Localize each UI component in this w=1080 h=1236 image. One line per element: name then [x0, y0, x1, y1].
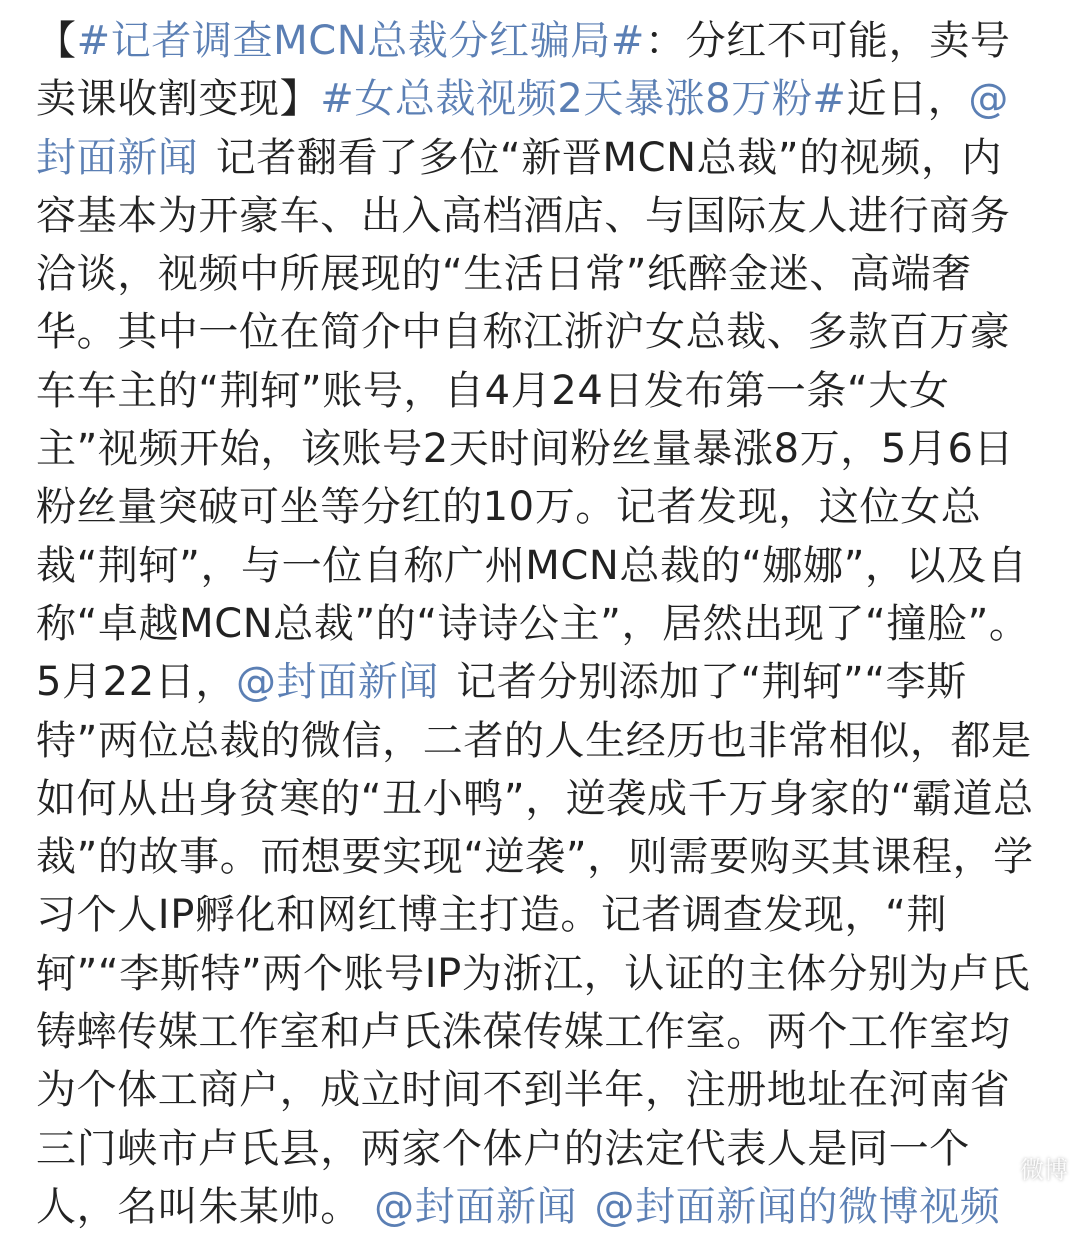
- mention-link[interactable]: @封面新闻: [235, 659, 439, 706]
- body-text: 记者翻看了多位“新晋MCN总裁”的视频，内容基本为开豪车、出入高档酒店、与国际友人进行商务洽谈，视频中所展现的“生活日常”纸醉金迷、高端奢华。其中一位在简介中自称江浙沪女总裁、多款百万豪车车主的“荆轲”账号，自4月24日发布第一条“大女主”视频开始，该账号2天时间粉丝量暴涨8万，5月6日粉丝量突破可坐等分红的10万。记者发现，这位女总裁“荆轲”，与一位自称广州MCN总裁的“娜娜”，以及自称“卓越MCN总裁”的“诗诗公主”，居然出现了“撞脸”。5月22日，: [36, 134, 1030, 706]
- body-text: 记者分别添加了“荆轲”“李斯特”两位总裁的微信，二者的人生经历也非常相似，都是如何从出身贫寒的“丑小鸭”，逆袭成千万身家的“霸道总裁”的故事。而想要实现“逆袭”，则需要购买其课程，学习个人IP孵化和网红博主打造。记者调查发现，“荆轲”“李斯特”两个账号IP为浙江，认证的主体分别为卢氏铸蟀传媒工作室和卢氏洙葆传媒工作室。两个工作室均为个体工商户，成立时间不到半年，注册地址在河南省三门峡市卢氏县，两家个体户的法定代表人是同一个人，名叫朱某帅。: [36, 659, 1034, 1230]
- mention-link[interactable]: @封面新闻: [374, 1183, 578, 1230]
- video-link[interactable]: @封面新闻的微博视频: [594, 1183, 1001, 1230]
- body-text: 近日，: [846, 76, 969, 123]
- close-bracket: 】: [279, 76, 321, 123]
- weibo-watermark: 微博: [1020, 1157, 1068, 1184]
- post-body: [36, 12, 1041, 1236]
- headline-text: ：分红不可能，卖号卖课收割变现: [36, 18, 1011, 123]
- mention-link[interactable]: @封面新闻: [36, 76, 1009, 181]
- open-bracket: 【: [36, 18, 77, 64]
- hashtag-link[interactable]: #女总裁视频2天暴涨8万粉#: [320, 76, 847, 123]
- hashtag-link[interactable]: #记者调查MCN总裁分红骗局#: [76, 18, 646, 64]
